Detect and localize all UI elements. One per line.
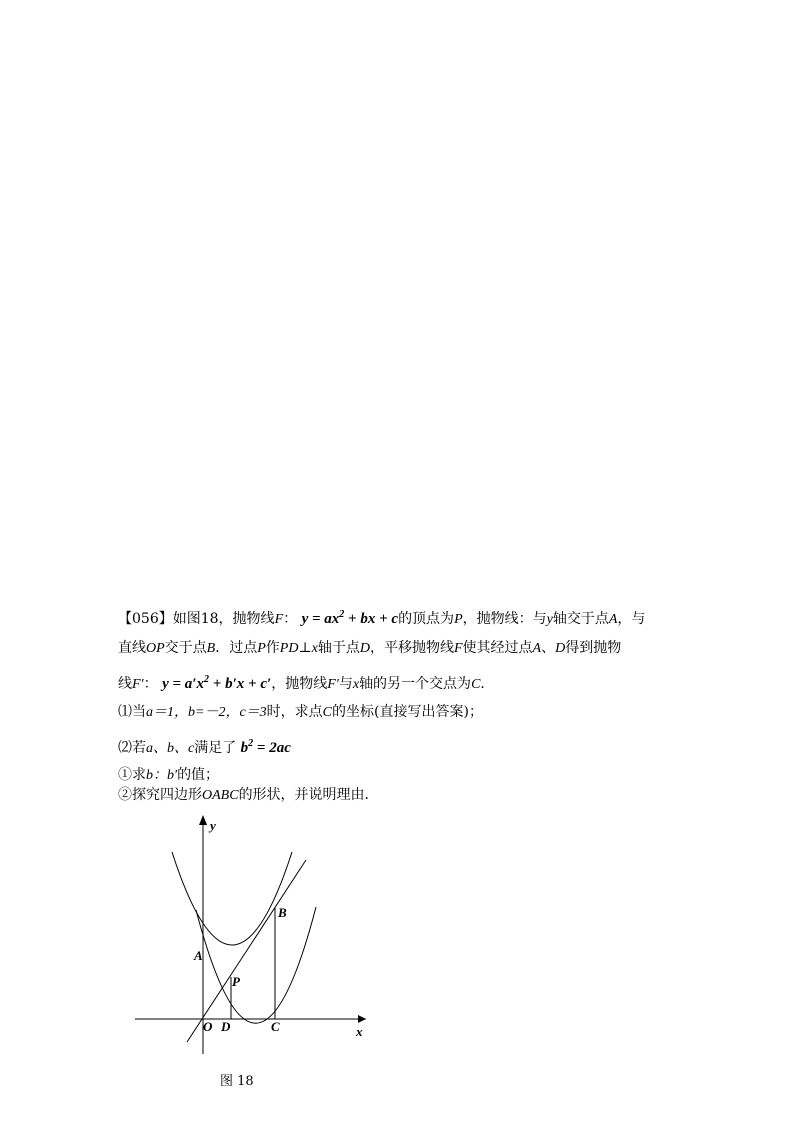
- label-C: C: [271, 1019, 280, 1034]
- text: ⊥: [298, 640, 312, 656]
- var-x: x: [352, 677, 360, 692]
- text: ，抛物线: [271, 676, 328, 692]
- text: 的值；: [177, 767, 220, 783]
- q1-condition: a＝1，b=－2，c＝3: [146, 705, 267, 720]
- var-y: y: [546, 612, 553, 627]
- var-x: x: [311, 641, 318, 656]
- label-y: y: [210, 818, 216, 833]
- text: 轴的另一个交点为: [359, 676, 472, 692]
- text: ，与: [617, 611, 646, 627]
- text: 时，求点: [266, 704, 323, 720]
- text: 轴交于点: [552, 611, 609, 627]
- text: 与: [338, 676, 353, 692]
- var-P: P: [454, 612, 463, 627]
- text: 如图18，抛物线: [172, 611, 275, 627]
- text: ⑴当: [118, 704, 146, 720]
- text: 得到抛物: [565, 640, 622, 656]
- var-PD: PD: [279, 641, 299, 656]
- question-2b: [118, 785, 379, 806]
- x-axis-arrow: [358, 1015, 366, 1023]
- text: ①求: [118, 767, 146, 783]
- text: ：: [283, 611, 298, 627]
- text: 满足了: [194, 740, 237, 756]
- question-2: [118, 734, 291, 759]
- text: ②探究四边形: [118, 787, 202, 803]
- equation-parabola-F: $y = ax^2$ + bx + c: [301, 609, 399, 627]
- figure-caption: 图 18: [220, 1074, 254, 1089]
- y-axis-arrow: [199, 815, 207, 825]
- var-OP: OP: [146, 641, 165, 656]
- var-D: D: [359, 641, 370, 656]
- text: ：: [143, 676, 158, 692]
- question-2a: [118, 765, 219, 786]
- var-A: A: [608, 612, 618, 627]
- var-D: D: [555, 641, 566, 656]
- text: 、: [541, 640, 556, 656]
- var-F-prime: F′: [132, 677, 144, 692]
- equation-parabola-F-prime: $y = a'x^2 + b'x + c'$: [162, 674, 272, 692]
- text: ，平移抛物线: [369, 640, 454, 656]
- text: 直线: [118, 640, 146, 656]
- var-C: C: [471, 677, 481, 692]
- q2b-var: OABC: [202, 788, 239, 803]
- label-x: x: [356, 1024, 363, 1039]
- question-1: [118, 702, 483, 723]
- q2a-var: b：b′: [146, 768, 178, 783]
- text: 线: [118, 676, 132, 692]
- var-P: P: [257, 641, 266, 656]
- label-P: P: [232, 974, 240, 989]
- problem-line-2: [118, 638, 621, 659]
- text: 轴于点: [317, 640, 360, 656]
- text: 交于点: [164, 640, 207, 656]
- label-D: D: [221, 1019, 231, 1034]
- text: ．过点: [215, 640, 258, 656]
- text: 的顶点为: [398, 611, 455, 627]
- label-B: B: [278, 905, 287, 920]
- var-A: A: [532, 641, 542, 656]
- text: ⑵若: [118, 740, 146, 756]
- text: 的坐标(直接写出答案)；: [332, 704, 483, 720]
- var-C: C: [322, 705, 333, 720]
- text: 作: [265, 640, 280, 656]
- var-F: F: [453, 641, 463, 656]
- text: 的形状，并说明理由．: [238, 787, 379, 803]
- problem-tag: 【056】: [118, 611, 173, 627]
- var-F: F: [274, 612, 284, 627]
- q2-vars: a、b、c: [146, 741, 195, 756]
- label-A: A: [194, 948, 203, 963]
- label-O: O: [203, 1019, 213, 1034]
- text: ，抛物线：与: [462, 611, 547, 627]
- problem-line-1: [118, 605, 645, 630]
- var-F-prime: F′: [327, 677, 339, 692]
- text: ．: [480, 676, 495, 692]
- parabola-F-prime: [196, 907, 316, 1023]
- var-B: B: [206, 641, 216, 656]
- line-OP: [187, 860, 306, 1042]
- equation-condition: $b^2 = 2ac$: [240, 738, 291, 756]
- figure-18: [130, 812, 380, 1062]
- text: 使其经过点: [462, 640, 533, 656]
- problem-line-3: [118, 670, 494, 695]
- parabola-F: [172, 852, 292, 945]
